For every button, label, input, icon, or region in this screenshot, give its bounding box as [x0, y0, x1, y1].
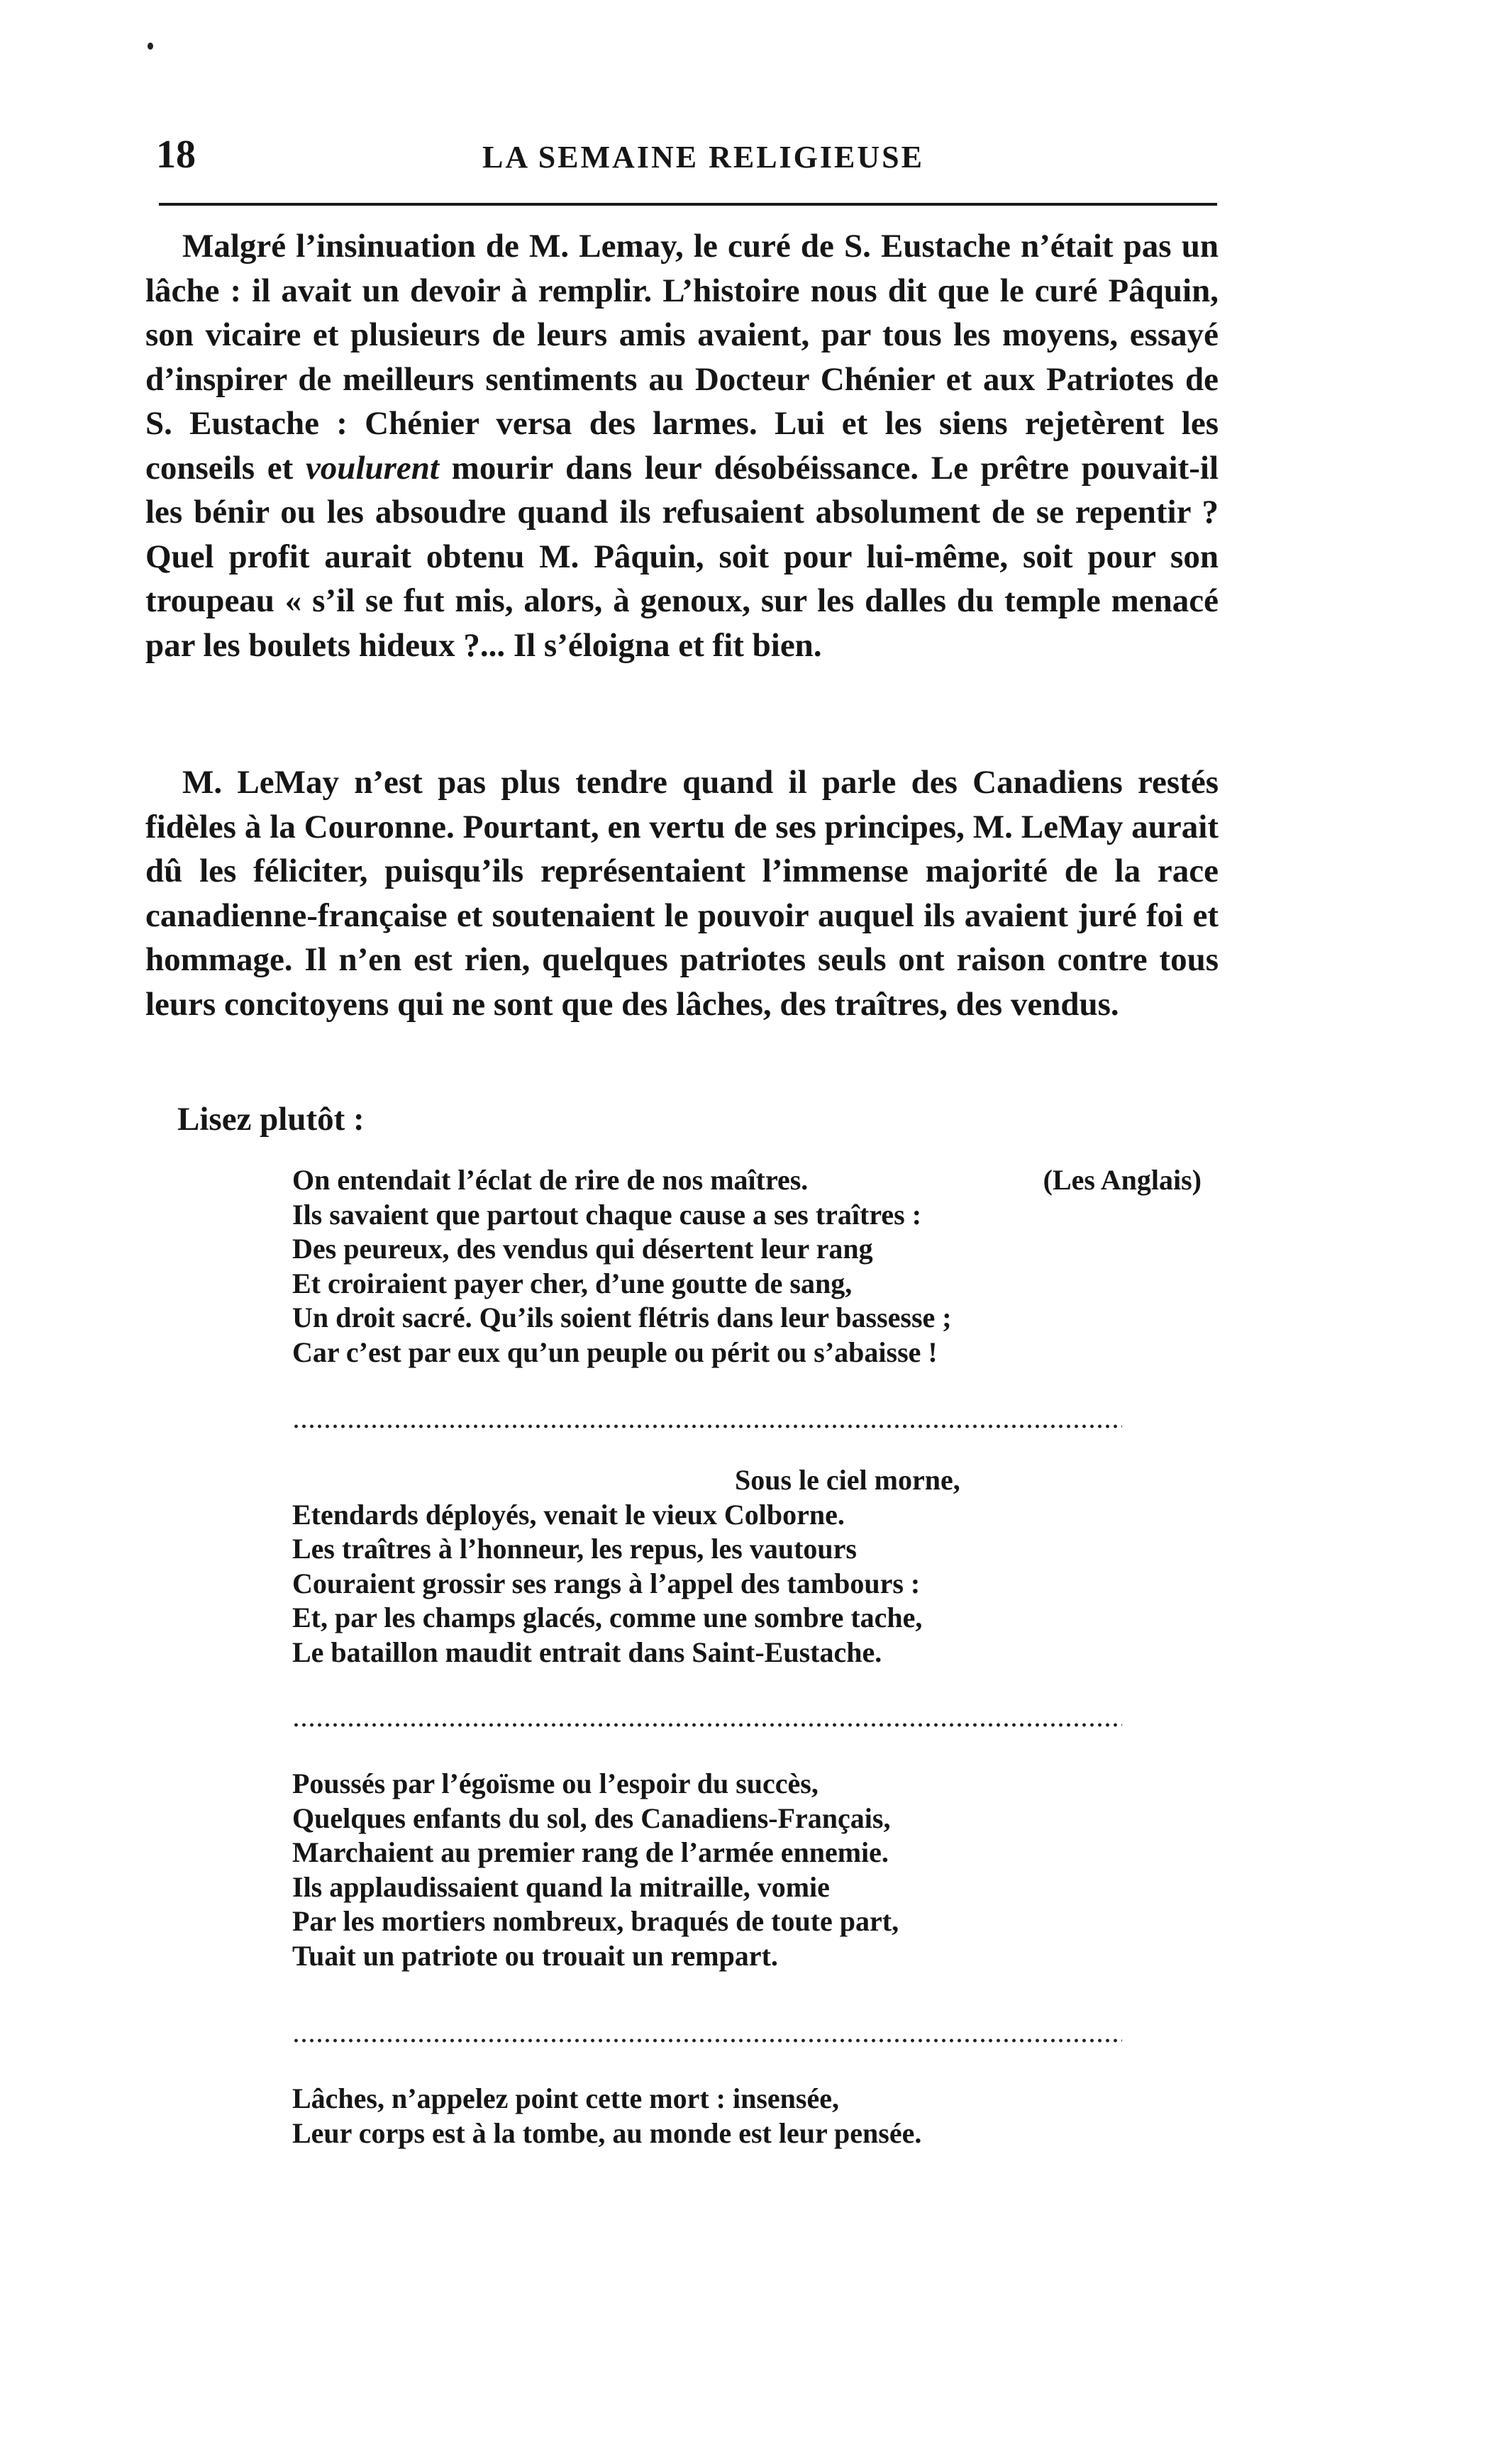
poem-stanza-1 — [292, 1163, 1214, 1370]
poem-line: Ils applaudissaient quand la mitraille, vomie — [292, 1870, 830, 1903]
poem-line: Par les mortiers nombreux, braqués de toute part, — [292, 1905, 899, 1937]
poem-line: Couraient grossir ses rangs à l’appel des tambours : — [292, 1567, 921, 1599]
poem-line: Et croiraient payer cher, d’une goutte de sang, — [292, 1267, 853, 1299]
poem-line: Lâches, n’appelez point cette mort : insensée, — [292, 2082, 839, 2114]
page-header — [156, 133, 1220, 176]
poem-line — [292, 1163, 1214, 1198]
poem-line: Leur corps est à la tombe, au monde est leur pensée. — [292, 2116, 922, 2149]
page-number: 18 — [156, 133, 196, 177]
paragraph-1-start: Malgré l’insinuation de M. Lemay, le curé de S. Eustache n’était pas un lâche : il avait un devoir à remplir. L’histoire nous dit que le curé Pâquin, son vicaire et plusieurs de leurs amis avaient, par tous les moyens, essayé d’inspirer de meilleurs sentiments au Docteur Chénier et aux Patriotes de S. Eustache : Chénier versa des larmes. Lui et les siens rejetèrent les conseils et — [145, 228, 1219, 487]
ellipsis-divider — [292, 2037, 1122, 2044]
paragraph-1 — [145, 224, 1219, 667]
poem-line: Le bataillon maudit entrait dans Saint-Eustache. — [292, 1636, 882, 1668]
running-head: LA SEMAINE RELIGIEUSE — [482, 140, 924, 174]
poem-stanza-4 — [292, 2082, 1214, 2151]
poem-line: Etendards déployés, venait le vieux Colborne. — [292, 1498, 845, 1531]
poem-line: Quelques enfants du sol, des Canadiens-Français, — [292, 1802, 891, 1834]
poem-line: Poussés par l’égoïsme ou l’espoir du succès, — [292, 1767, 819, 1799]
poem-stanza-3 — [292, 1767, 1214, 1973]
poem-line: Marchaient au premier rang de l’armée ennemie. — [292, 1836, 889, 1868]
poem-line: Ils savaient que partout chaque cause a ses traîtres : — [292, 1198, 922, 1231]
quote-intro: Lisez plutôt : — [177, 1101, 365, 1138]
poem-line: Car c’est par eux qu’un peuple ou périt ou s’abaisse ! — [292, 1336, 938, 1368]
poem-line-text: On entendait l’éclat de rire de nos maîtres. — [292, 1164, 809, 1196]
paragraph-2: M. LeMay n’est pas plus tendre quand il parle des Canadiens restés fidèles à la Couronne. Pourtant, en vertu de ses principes, M. LeMay aurait dû les féliciter, puisqu’ils représentaient l’immense majorité de la race canadienne-française et soutenaient le pouvoir auquel ils avaient juré foi et hommage. Il n’en est rien, quelques patriotes seuls ont raison contre tous leurs concitoyens qui ne sont que des lâches, des traîtres, des vendus. — [145, 764, 1219, 1023]
poem-stanza-2 — [292, 1463, 1214, 1670]
poem-line: Tuait un patriote ou trouait un rempart. — [292, 1939, 778, 1972]
paragraph-1-italic: voulurent — [305, 449, 439, 487]
header-rule — [159, 203, 1217, 206]
poem-line: Un droit sacré. Qu’ils soient flétris dans leur bassesse ; — [292, 1302, 952, 1333]
poem-line-text: Sous le ciel morne, — [735, 1464, 960, 1496]
ink-speck — [148, 43, 153, 50]
poem-line: Les traîtres à l’honneur, les repus, les vautours — [292, 1533, 857, 1565]
poem-line: Et, par les champs glacés, comme une sombre tache, — [292, 1602, 923, 1633]
poem-line: Des peureux, des vendus qui désertent leur rang — [292, 1233, 873, 1265]
poem-line — [292, 1463, 1214, 1498]
ellipsis-divider — [292, 1721, 1122, 1728]
paragraph-1-end: mourir dans leur désobéissance. Le prêtre pouvait-il les bénir ou les absoudre quand ils refusaient absolument de se repentir ? Quel profit aurait obtenu M. Pâquin, soit pour lui-même, soit pour son troupeau « s’il se fut mis, alors, à genoux, sur les dalles du temple menacé par les boulets hideux ?... Il s’éloigna et fit bien. — [145, 449, 1219, 664]
ellipsis-divider — [292, 1423, 1122, 1430]
poem-annotation: (Les Anglais) — [1043, 1164, 1202, 1196]
